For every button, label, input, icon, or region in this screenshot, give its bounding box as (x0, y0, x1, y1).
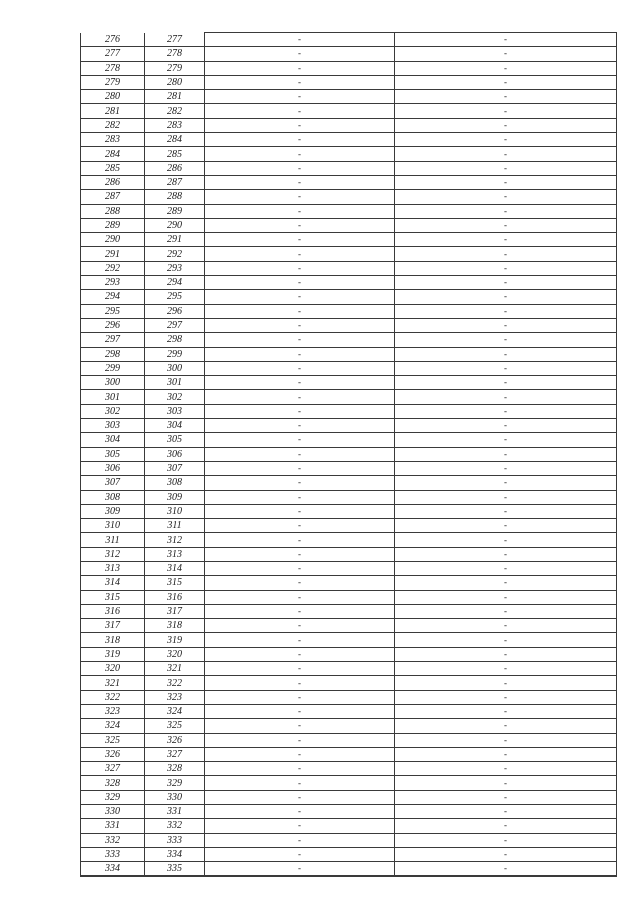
cell-col3: - (205, 175, 395, 189)
cell-col4: - (395, 133, 617, 147)
cell-col3: - (205, 190, 395, 204)
cell-col3: - (205, 790, 395, 804)
cell-col3: - (205, 361, 395, 375)
table-row (81, 662, 617, 676)
table-row (81, 247, 617, 261)
cell-col4: - (395, 704, 617, 718)
cell-col3: - (205, 404, 395, 418)
table-row (81, 118, 617, 132)
table-row (81, 190, 617, 204)
cell-col3: - (205, 662, 395, 676)
table-row (81, 447, 617, 461)
cell-col3: - (205, 33, 395, 47)
cell-col4: - (395, 662, 617, 676)
cell-col3: - (205, 504, 395, 518)
cell-col1: 322 (81, 690, 145, 704)
cell-col3: - (205, 433, 395, 447)
cell-col1: 320 (81, 662, 145, 676)
cell-col3: - (205, 633, 395, 647)
cell-col4: - (395, 276, 617, 290)
cell-col2: 300 (145, 361, 205, 375)
table-row (81, 533, 617, 547)
cell-col4: - (395, 318, 617, 332)
cell-col2: 308 (145, 476, 205, 490)
cell-col2: 288 (145, 190, 205, 204)
cell-col1: 296 (81, 318, 145, 332)
table-row (81, 90, 617, 104)
table-body (81, 33, 617, 877)
cell-col3: - (205, 604, 395, 618)
table-row (81, 433, 617, 447)
table-row (81, 218, 617, 232)
cell-col4: - (395, 490, 617, 504)
cell-col2: 332 (145, 819, 205, 833)
cell-col1: 334 (81, 862, 145, 876)
cell-col2: 291 (145, 233, 205, 247)
cell-col4: - (395, 290, 617, 304)
cell-col4: - (395, 561, 617, 575)
cell-col4: - (395, 204, 617, 218)
table-row (81, 390, 617, 404)
cell-col4: - (395, 619, 617, 633)
cell-col3: - (205, 419, 395, 433)
cell-col3: - (205, 490, 395, 504)
cell-col3: - (205, 233, 395, 247)
cell-col3: - (205, 833, 395, 847)
cell-col4: - (395, 75, 617, 89)
table-row (81, 762, 617, 776)
cell-col3: - (205, 547, 395, 561)
cell-col1: 283 (81, 133, 145, 147)
cell-col2: 320 (145, 647, 205, 661)
cell-col1: 277 (81, 47, 145, 61)
cell-col1: 325 (81, 733, 145, 747)
cell-col1: 306 (81, 461, 145, 475)
cell-col2: 287 (145, 175, 205, 189)
cell-col1: 297 (81, 333, 145, 347)
cell-col4: - (395, 404, 617, 418)
cell-col4: - (395, 447, 617, 461)
cell-col2: 324 (145, 704, 205, 718)
table-row (81, 647, 617, 661)
cell-col2: 301 (145, 376, 205, 390)
cell-col4: - (395, 104, 617, 118)
table-row (81, 604, 617, 618)
cell-col3: - (205, 347, 395, 361)
cell-col3: - (205, 318, 395, 332)
cell-col2: 321 (145, 662, 205, 676)
cell-col4: - (395, 361, 617, 375)
cell-col2: 304 (145, 419, 205, 433)
cell-col2: 289 (145, 204, 205, 218)
cell-col4: - (395, 190, 617, 204)
cell-col3: - (205, 590, 395, 604)
cell-col3: - (205, 104, 395, 118)
cell-col1: 284 (81, 147, 145, 161)
cell-col2: 313 (145, 547, 205, 561)
cell-col2: 290 (145, 218, 205, 232)
table-row (81, 333, 617, 347)
cell-col4: - (395, 533, 617, 547)
cell-col1: 276 (81, 33, 145, 47)
cell-col1: 307 (81, 476, 145, 490)
table-row (81, 476, 617, 490)
cell-col1: 304 (81, 433, 145, 447)
cell-col4: - (395, 547, 617, 561)
cell-col3: - (205, 461, 395, 475)
cell-col1: 303 (81, 419, 145, 433)
table-row (81, 576, 617, 590)
cell-col1: 316 (81, 604, 145, 618)
cell-col2: 285 (145, 147, 205, 161)
cell-col2: 286 (145, 161, 205, 175)
cell-col1: 285 (81, 161, 145, 175)
cell-col4: - (395, 576, 617, 590)
cell-col1: 293 (81, 276, 145, 290)
cell-col2: 325 (145, 719, 205, 733)
table-row (81, 133, 617, 147)
cell-col2: 278 (145, 47, 205, 61)
table-row (81, 404, 617, 418)
cell-col1: 300 (81, 376, 145, 390)
table-row (81, 619, 617, 633)
cell-col3: - (205, 118, 395, 132)
table-row (81, 590, 617, 604)
cell-col1: 299 (81, 361, 145, 375)
table-row (81, 376, 617, 390)
table-row (81, 776, 617, 790)
cell-col3: - (205, 147, 395, 161)
cell-col2: 333 (145, 833, 205, 847)
cell-col4: - (395, 805, 617, 819)
cell-col4: - (395, 218, 617, 232)
table-row (81, 676, 617, 690)
table-row (81, 161, 617, 175)
cell-col2: 310 (145, 504, 205, 518)
cell-col3: - (205, 61, 395, 75)
cell-col3: - (205, 847, 395, 861)
cell-col2: 323 (145, 690, 205, 704)
cell-col2: 296 (145, 304, 205, 318)
cell-col2: 295 (145, 290, 205, 304)
cell-col3: - (205, 762, 395, 776)
cell-col3: - (205, 447, 395, 461)
cell-col3: - (205, 390, 395, 404)
table-row (81, 104, 617, 118)
table-row (81, 61, 617, 75)
table-row (81, 805, 617, 819)
cell-col1: 333 (81, 847, 145, 861)
cell-col2: 312 (145, 533, 205, 547)
cell-col4: - (395, 733, 617, 747)
cell-col4: - (395, 233, 617, 247)
cell-col2: 284 (145, 133, 205, 147)
cell-col1: 282 (81, 118, 145, 132)
table-row (81, 147, 617, 161)
cell-col3: - (205, 133, 395, 147)
cell-col3: - (205, 75, 395, 89)
cell-col3: - (205, 576, 395, 590)
cell-col4: - (395, 633, 617, 647)
cell-col3: - (205, 676, 395, 690)
cell-col2: 315 (145, 576, 205, 590)
cell-col4: - (395, 461, 617, 475)
cell-col4: - (395, 147, 617, 161)
cell-col2: 292 (145, 247, 205, 261)
cell-col4: - (395, 47, 617, 61)
cell-col2: 311 (145, 519, 205, 533)
cell-col3: - (205, 819, 395, 833)
cell-col2: 309 (145, 490, 205, 504)
cell-col4: - (395, 776, 617, 790)
table-row (81, 175, 617, 189)
table-row (81, 862, 617, 876)
table-row (81, 633, 617, 647)
cell-col2: 326 (145, 733, 205, 747)
cell-col2: 318 (145, 619, 205, 633)
cell-col2: 322 (145, 676, 205, 690)
cell-col1: 290 (81, 233, 145, 247)
table-row (81, 261, 617, 275)
cell-col2: 298 (145, 333, 205, 347)
cell-col1: 312 (81, 547, 145, 561)
cell-col2: 327 (145, 747, 205, 761)
table-row (81, 833, 617, 847)
cell-col4: - (395, 862, 617, 876)
cell-col2: 283 (145, 118, 205, 132)
table-row (81, 75, 617, 89)
cell-col4: - (395, 676, 617, 690)
cell-col2: 306 (145, 447, 205, 461)
cell-col2: 282 (145, 104, 205, 118)
cell-col2: 335 (145, 862, 205, 876)
cell-col2: 330 (145, 790, 205, 804)
cell-col4: - (395, 433, 617, 447)
cell-col1: 313 (81, 561, 145, 575)
cell-col4: - (395, 33, 617, 47)
cell-col2: 281 (145, 90, 205, 104)
table-row (81, 790, 617, 804)
page-bottom-rule (80, 875, 616, 876)
cell-col1: 310 (81, 519, 145, 533)
cell-col1: 315 (81, 590, 145, 604)
cell-col1: 305 (81, 447, 145, 461)
cell-col1: 302 (81, 404, 145, 418)
cell-col1: 287 (81, 190, 145, 204)
cell-col4: - (395, 90, 617, 104)
cell-col3: - (205, 690, 395, 704)
cell-col4: - (395, 590, 617, 604)
cell-col2: 299 (145, 347, 205, 361)
cell-col1: 326 (81, 747, 145, 761)
cell-col3: - (205, 719, 395, 733)
cell-col4: - (395, 847, 617, 861)
cell-col2: 294 (145, 276, 205, 290)
cell-col3: - (205, 533, 395, 547)
cell-col3: - (205, 290, 395, 304)
cell-col1: 330 (81, 805, 145, 819)
cell-col2: 328 (145, 762, 205, 776)
cell-col2: 317 (145, 604, 205, 618)
table-row (81, 747, 617, 761)
cell-col4: - (395, 647, 617, 661)
cell-col1: 288 (81, 204, 145, 218)
cell-col4: - (395, 476, 617, 490)
table-row (81, 419, 617, 433)
cell-col4: - (395, 175, 617, 189)
cell-col1: 280 (81, 90, 145, 104)
cell-col3: - (205, 805, 395, 819)
cell-col4: - (395, 247, 617, 261)
cell-col1: 286 (81, 175, 145, 189)
cell-col3: - (205, 647, 395, 661)
cell-col4: - (395, 61, 617, 75)
data-table (80, 32, 617, 877)
table-row (81, 561, 617, 575)
cell-col4: - (395, 161, 617, 175)
cell-col1: 321 (81, 676, 145, 690)
table-row (81, 276, 617, 290)
cell-col4: - (395, 747, 617, 761)
cell-col1: 329 (81, 790, 145, 804)
cell-col4: - (395, 819, 617, 833)
table-row (81, 847, 617, 861)
table-row (81, 304, 617, 318)
table-row (81, 233, 617, 247)
cell-col3: - (205, 276, 395, 290)
cell-col4: - (395, 790, 617, 804)
cell-col3: - (205, 218, 395, 232)
cell-col3: - (205, 376, 395, 390)
cell-col2: 334 (145, 847, 205, 861)
table-container (80, 32, 616, 877)
cell-col3: - (205, 261, 395, 275)
cell-col2: 302 (145, 390, 205, 404)
cell-col1: 294 (81, 290, 145, 304)
cell-col1: 311 (81, 533, 145, 547)
cell-col2: 329 (145, 776, 205, 790)
table-row (81, 504, 617, 518)
cell-col1: 298 (81, 347, 145, 361)
cell-col1: 301 (81, 390, 145, 404)
table-row (81, 290, 617, 304)
cell-col2: 319 (145, 633, 205, 647)
table-row (81, 490, 617, 504)
table-row (81, 33, 617, 47)
cell-col4: - (395, 604, 617, 618)
cell-col2: 314 (145, 561, 205, 575)
cell-col4: - (395, 347, 617, 361)
cell-col2: 293 (145, 261, 205, 275)
cell-col1: 309 (81, 504, 145, 518)
cell-col2: 316 (145, 590, 205, 604)
cell-col3: - (205, 47, 395, 61)
cell-col4: - (395, 833, 617, 847)
cell-col3: - (205, 776, 395, 790)
cell-col1: 328 (81, 776, 145, 790)
cell-col3: - (205, 704, 395, 718)
cell-col1: 292 (81, 261, 145, 275)
table-row (81, 204, 617, 218)
cell-col1: 323 (81, 704, 145, 718)
cell-col1: 332 (81, 833, 145, 847)
cell-col2: 305 (145, 433, 205, 447)
cell-col3: - (205, 619, 395, 633)
cell-col1: 319 (81, 647, 145, 661)
cell-col3: - (205, 161, 395, 175)
cell-col4: - (395, 376, 617, 390)
cell-col3: - (205, 204, 395, 218)
cell-col4: - (395, 419, 617, 433)
table-row (81, 519, 617, 533)
cell-col4: - (395, 304, 617, 318)
cell-col4: - (395, 390, 617, 404)
cell-col1: 295 (81, 304, 145, 318)
cell-col3: - (205, 247, 395, 261)
cell-col2: 307 (145, 461, 205, 475)
cell-col3: - (205, 733, 395, 747)
cell-col3: - (205, 476, 395, 490)
cell-col4: - (395, 261, 617, 275)
cell-col3: - (205, 333, 395, 347)
cell-col2: 297 (145, 318, 205, 332)
cell-col4: - (395, 333, 617, 347)
cell-col1: 327 (81, 762, 145, 776)
cell-col2: 303 (145, 404, 205, 418)
cell-col4: - (395, 762, 617, 776)
cell-col4: - (395, 690, 617, 704)
table-row (81, 461, 617, 475)
cell-col2: 331 (145, 805, 205, 819)
cell-col3: - (205, 561, 395, 575)
cell-col4: - (395, 719, 617, 733)
cell-col1: 278 (81, 61, 145, 75)
table-row (81, 361, 617, 375)
table-row (81, 318, 617, 332)
cell-col1: 289 (81, 218, 145, 232)
cell-col3: - (205, 747, 395, 761)
cell-col1: 291 (81, 247, 145, 261)
cell-col1: 318 (81, 633, 145, 647)
cell-col1: 324 (81, 719, 145, 733)
table-row (81, 733, 617, 747)
cell-col1: 317 (81, 619, 145, 633)
cell-col2: 279 (145, 61, 205, 75)
table-row (81, 347, 617, 361)
cell-col1: 281 (81, 104, 145, 118)
cell-col3: - (205, 519, 395, 533)
cell-col3: - (205, 862, 395, 876)
cell-col4: - (395, 118, 617, 132)
cell-col1: 314 (81, 576, 145, 590)
table-row (81, 547, 617, 561)
table-row (81, 819, 617, 833)
cell-col4: - (395, 519, 617, 533)
table-row (81, 690, 617, 704)
table-row (81, 704, 617, 718)
table-row (81, 719, 617, 733)
cell-col3: - (205, 90, 395, 104)
cell-col3: - (205, 304, 395, 318)
cell-col1: 308 (81, 490, 145, 504)
cell-col1: 279 (81, 75, 145, 89)
cell-col2: 277 (145, 33, 205, 47)
cell-col1: 331 (81, 819, 145, 833)
cell-col4: - (395, 504, 617, 518)
table-row (81, 47, 617, 61)
cell-col2: 280 (145, 75, 205, 89)
